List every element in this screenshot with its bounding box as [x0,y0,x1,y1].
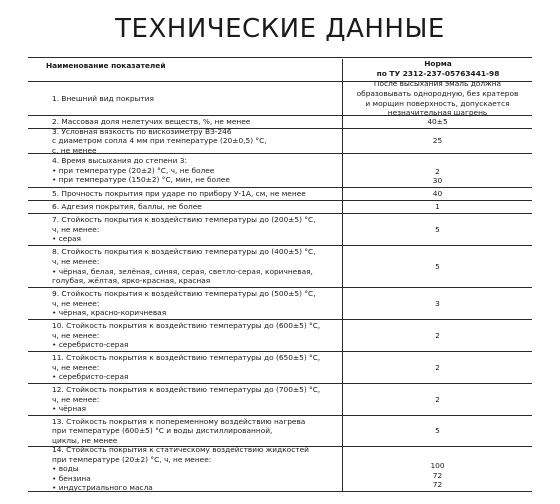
indicator-name-line: 2. Массовая доля нелетучих веществ, %, не менее [52,117,251,127]
indicator-name-line: при температуре (20±2) °C, ч, не менее: [52,454,212,464]
indicator-name-line: 5. Прочность покрытия при ударе по прибору У-1А, см, не менее [52,189,306,199]
indicator-name-line: 1. Внешний вид покрытия [52,93,154,103]
norm-value-line: 40 [432,189,443,199]
table-row [28,384,532,416]
indicator-name-cell [28,82,342,115]
indicator-name-cell [28,126,342,155]
norm-value-line: 72 [432,470,443,480]
indicator-name-line: при температуре (600±5) °C и воды дистиллированной, [52,426,273,436]
indicator-name-line: • при температуре (150±2) °C, мин, не более [52,175,230,185]
table-body [28,79,532,493]
norm-value-line: 40±5 [427,117,448,127]
indicator-name-cell [28,201,342,213]
indicator-name-line: • чёрная, красно-коричневая [52,308,167,318]
indicator-name-line: 14. Стойкость покрытия к статическому воздействию жидкостей [52,445,309,455]
indicator-name-line: с, не менее [52,145,97,155]
norm-value-cell [342,416,532,446]
indicator-name-line: • чёрная, белая, зелёная, синяя, серая, светло-серая, коричневая, [52,266,313,276]
norm-value-line: 5 [435,261,440,271]
indicator-name-line: ч, не менее: [52,330,100,340]
table-row [28,352,532,384]
norm-value-line: 5 [435,224,440,234]
norm-value-line: 5 [435,426,440,436]
indicator-name-line: 3. Условная вязкость по вискозиметру ВЗ-246 [52,126,232,136]
indicator-name-cell [28,288,342,319]
norm-value-line: 30 [432,176,443,186]
norm-value-line: 2 [435,362,440,372]
table-row [28,214,532,246]
table-row [28,79,532,118]
indicator-name-line: ч, не менее: [52,298,100,308]
indicator-name-line: циклы, не менее [52,435,118,445]
indicator-name-line: 8. Стойкость покрытия к воздействию температуры до (400±5) °C, [52,247,316,257]
norm-value-line: 2 [435,394,440,404]
norm-value-cell [342,79,532,118]
norm-value-cell [342,201,532,213]
norm-value-line: 72 [432,480,443,490]
header-norm-title: Норма [424,59,452,68]
table-row [28,188,532,201]
indicator-name-line: • бензина [52,473,91,483]
norm-value-cell [342,116,532,128]
indicator-name-cell [28,154,342,187]
indicator-name-line: 10. Стойкость покрытия к воздействию температуры до (600±5) °C, [52,321,321,331]
indicator-name-line: ч, не менее: [52,224,100,234]
table-row [28,126,532,155]
indicator-name-line: • серебристо-серая [52,340,129,350]
indicator-name-cell [28,447,342,491]
norm-value-line: и морщин поверхность, допускается [365,98,510,108]
technical-data-table [28,57,532,492]
norm-value-line: 2 [435,166,440,176]
table-row [28,416,532,447]
indicator-name-line: 6. Адгезия покрытия, баллы, не более [52,202,202,212]
norm-value-line: 1 [435,202,440,212]
norm-value-line: незначительная шагрень [387,108,488,118]
indicator-name-line: • чёрная [52,404,87,414]
indicator-name-line: 4. Время высыхания до степени 3: [52,156,187,166]
indicator-name-line: 9. Стойкость покрытия к воздействию температуры до (500±5) °C, [52,289,316,299]
table-row [28,246,532,288]
page-title: ТЕХНИЧЕСКИЕ ДАННЫЕ [115,14,445,44]
indicator-name-line: ч, не менее: [52,394,100,404]
norm-value-line: 25 [432,136,443,146]
indicator-name-line: 13. Стойкость покрытия к попеременному воздействию нагрева [52,416,306,426]
indicator-name-line: 11. Стойкость покрытия к воздействию температуры до (650±5) °C, [52,353,321,363]
norm-value-line: 2 [435,330,440,340]
indicator-name-line: • серая [52,234,81,244]
norm-value-cell [342,447,532,491]
indicator-name-line: • серебристо-серая [52,372,129,382]
table-row [28,201,532,214]
norm-value-cell [342,154,532,187]
indicator-name-cell [28,246,342,287]
norm-value-line: 3 [435,298,440,308]
indicator-name-line: • при температуре (20±2) °C, ч, не более [52,165,215,175]
table-row [28,320,532,352]
header-norm [342,59,533,81]
norm-value-cell [342,320,532,351]
norm-value-cell [342,384,532,415]
norm-value-cell [342,288,532,319]
norm-value-cell [342,246,532,287]
norm-value-cell [342,129,532,153]
table-header [28,57,532,82]
indicator-name-line: 7. Стойкость покрытия к воздействию температуры до (200±5) °C, [52,215,316,225]
norm-value-line: 100 [430,461,445,471]
norm-value-cell [342,214,532,245]
header-norm-spec: по ТУ 2312-237-05763441-98 [376,68,500,78]
indicator-name-line: • воды [52,464,79,474]
norm-value-cell [342,352,532,383]
indicator-name-line: голубая, жёлтая, ярко-красная, красная [52,276,211,286]
indicator-name-line: 12. Стойкость покрытия к воздействию температуры до (700±5) °C, [52,385,321,395]
indicator-name-cell [28,416,342,446]
indicator-name-cell [28,214,342,245]
table-row [28,154,532,188]
norm-value-line: образовывать однородную, без кратеров [356,88,519,98]
indicator-name-cell [28,384,342,415]
indicator-name-cell [28,320,342,351]
norm-value-cell [342,188,532,200]
header-indicator-name: Наименование показателей [46,61,166,70]
norm-value-line: После высыхания эмаль должна [373,79,502,89]
indicator-name-line: ч, не менее: [52,256,100,266]
indicator-name-line: ч, не менее: [52,362,100,372]
indicator-name-cell [28,352,342,383]
indicator-name-line: • индустриального масла [52,483,153,493]
table-row [28,288,532,320]
table-row [28,447,532,492]
indicator-name-cell [28,188,342,200]
indicator-name-line: с диаметром сопла 4 мм при температуре (20±0,5) °C, [52,136,267,146]
